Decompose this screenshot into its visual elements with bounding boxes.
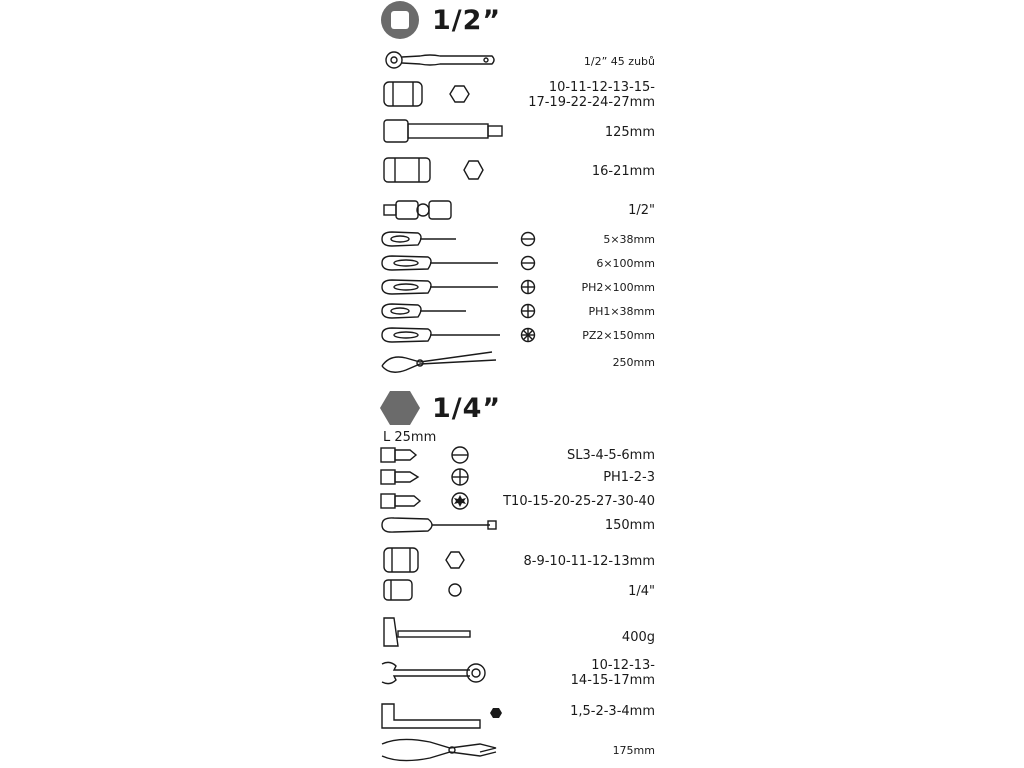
screwdriver-icon xyxy=(380,230,555,248)
screwdriver-1-label: 5×38mm xyxy=(603,233,655,246)
screwdriver-3-label: PH2×100mm xyxy=(581,281,655,294)
ratchet-label: 1/2” 45 zubů xyxy=(583,55,655,68)
bits-slotted-row xyxy=(375,444,655,466)
hex-keys-row xyxy=(375,698,655,732)
screwdriver-2-label: 6×100mm xyxy=(596,257,655,270)
screwdriver-1-row xyxy=(375,228,655,250)
spark-plug-socket-icon xyxy=(383,156,493,184)
screwdriver-3-row xyxy=(375,276,655,298)
bit-driver-row xyxy=(375,514,655,536)
bits-torx-row xyxy=(375,490,655,512)
slotted-bit-icon xyxy=(380,445,480,465)
screwdriver-4-label: PH1×38mm xyxy=(588,305,655,318)
screwdriver-4-row xyxy=(375,300,655,322)
bits-slotted-label: SL3-4-5-6mm xyxy=(567,448,655,463)
combination-pliers-icon xyxy=(380,734,505,766)
bits-phillips-row xyxy=(375,466,655,488)
hex-keys-label: 1,5-2-3-4mm xyxy=(570,704,655,719)
sockets-label-line1: 10-11-12-13-15- xyxy=(548,80,655,95)
extension-label: 125mm xyxy=(604,125,655,140)
hex-drive-icon xyxy=(380,388,420,428)
screwdriver-5-row xyxy=(375,324,655,346)
screwdriver-5-label: PZ2×150mm xyxy=(582,329,655,342)
wrench-label-line2: 14-15-17mm xyxy=(570,673,655,688)
universal-joint-icon xyxy=(383,199,463,221)
extension-bar-icon xyxy=(383,118,508,144)
bits-length-label: L 25mm xyxy=(383,430,437,445)
hex-key-icon xyxy=(380,700,505,732)
screwdriver-icon xyxy=(380,254,555,272)
extension-row xyxy=(375,118,655,144)
small-sockets-row xyxy=(375,544,655,576)
hammer-icon xyxy=(380,616,480,648)
phillips-bit-icon xyxy=(380,467,480,487)
screwdriver-icon xyxy=(380,326,555,344)
spark-sockets-row xyxy=(375,154,655,186)
hammer-label: 400g xyxy=(621,630,655,645)
combination-wrench-icon xyxy=(380,660,490,686)
screwdriver-2-row xyxy=(375,252,655,274)
water-pump-pliers-label: 250mm xyxy=(612,356,655,369)
section-header-half-inch xyxy=(380,0,501,40)
bit-driver-label: 150mm xyxy=(604,518,655,533)
small-socket-icon xyxy=(383,546,473,574)
screwdriver-icon xyxy=(380,302,555,320)
section-title-quarter-inch: 1/4” xyxy=(432,392,502,424)
small-sockets-label: 8-9-10-11-12-13mm xyxy=(523,554,655,569)
combination-pliers-row xyxy=(375,732,655,766)
square-drive-icon xyxy=(380,0,420,40)
spark-sockets-label: 16-21mm xyxy=(591,164,655,179)
torx-bit-icon xyxy=(380,491,480,511)
screwdriver-icon xyxy=(380,278,555,296)
ratchet-icon xyxy=(380,50,495,72)
bit-driver-icon xyxy=(380,515,505,535)
hammer-row xyxy=(375,616,655,648)
adapter-label: 1/4" xyxy=(628,584,655,599)
universal-joint-label: 1/2" xyxy=(628,203,655,218)
sockets-label-line2: 17-19-22-24-27mm xyxy=(528,95,655,110)
combination-wrench-row xyxy=(375,656,655,690)
water-pump-pliers-row xyxy=(375,346,655,376)
combination-pliers-label: 175mm xyxy=(612,744,655,757)
socket-icon xyxy=(383,80,483,110)
adapter-row xyxy=(375,578,655,602)
bits-torx-label: T10-15-20-25-27-30-40 xyxy=(503,494,655,509)
sockets-row xyxy=(375,78,655,112)
wrench-label-line1: 10-12-13- xyxy=(591,658,655,673)
water-pump-pliers-icon xyxy=(380,348,505,376)
bits-phillips-label: PH1-2-3 xyxy=(603,470,655,485)
adapter-icon xyxy=(383,579,473,601)
section-header-quarter-inch xyxy=(380,388,501,428)
section-title-half-inch: 1/2” xyxy=(432,4,502,36)
universal-joint-row xyxy=(375,198,655,222)
ratchet-row xyxy=(375,48,655,74)
